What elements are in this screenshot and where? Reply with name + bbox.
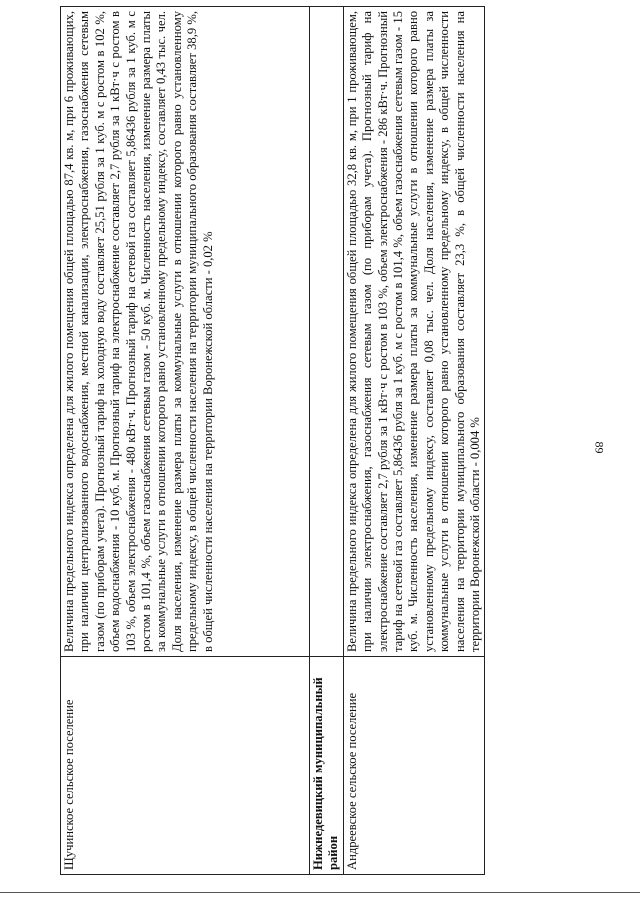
index-description-cell: Величина предельного индекса определена для жилого помещения общей площадью 32,8 кв. м, при 1 проживающем, при наличии электроснабжения, газоснабжения сетевым газом (по приборам учета). Прогнозный тариф на электроснабжение составляет 2,7 рубля за 1 кВт·ч с ростом в 103 %, объем электроснабжения - 286 кВт·ч. Прогнозный тариф на сетевой газ составляет 5,86436 рубля за 1 куб. м с ростом в 101,4 %, объем газоснабжения сетевым газом - 15 куб. м. Численность населения, изменение размера платы за коммунальные услуги в отношении которого равно установленному предельному индексу, составляет 0,08 тыс. чел. Доля населения, изменение размера платы за коммунальные услуги в отношении которого равно установленному предельному индексу, в общей численности населения на территории муниципального образования составляет 23,3 %, в общей численности населения на территории Воронежской области - 0,004 % xyxy=(343,7,485,657)
table-row xyxy=(61,7,310,875)
settlement-name-cell: Щучинское сельское поселение xyxy=(61,657,310,875)
page-number: 89 xyxy=(592,441,607,454)
settlement-name-cell: Андреевское сельское поселение xyxy=(343,657,485,875)
index-description-cell: Величина предельного индекса определена для жилого помещения общей площадью 87,4 кв. м, при 6 проживающих, при наличии централизованного водоснабжения, местной канализации, электроснабжения, газоснабжения сетевым газом (по приборам учета). Прогнозный тариф на холодную воду составляет 25,51 рубля за 1 куб. м с ростом в 102 %, объем водоснабжения - 10 куб. м. Прогнозный тариф на электроснабжение составляет 2,7 рубля за 1 кВт·ч с ростом в 103 %, объем электроснабжения - 480 кВт·ч. Прогнозный тариф на сетевой газ составляет 5,86436 рубля за 1 куб. м с ростом в 101,4 %, объем газоснабжения сетевым газом - 50 куб. м. Численность населения, изменение размера платы за коммунальные услуги в отношении которого равно установленному предельному индексу, составляет 0,43 тыс. чел. Доля населения, изменение размера платы за коммунальные услуги в отношении которого равно установленному предельному индексу, в общей численности населения на территории муниципального образования составляет 38,9 %, в общей численности населения на территории Воронежской области - 0,02 % xyxy=(61,7,310,657)
tariff-index-table xyxy=(60,6,485,875)
page-bottom-rule xyxy=(0,892,640,893)
district-heading-cell: Нижнедевицкий муниципальный район xyxy=(310,657,344,875)
table-row xyxy=(343,7,485,875)
table-row xyxy=(310,7,344,875)
rotated-table-container xyxy=(60,7,483,875)
empty-cell xyxy=(310,7,344,657)
